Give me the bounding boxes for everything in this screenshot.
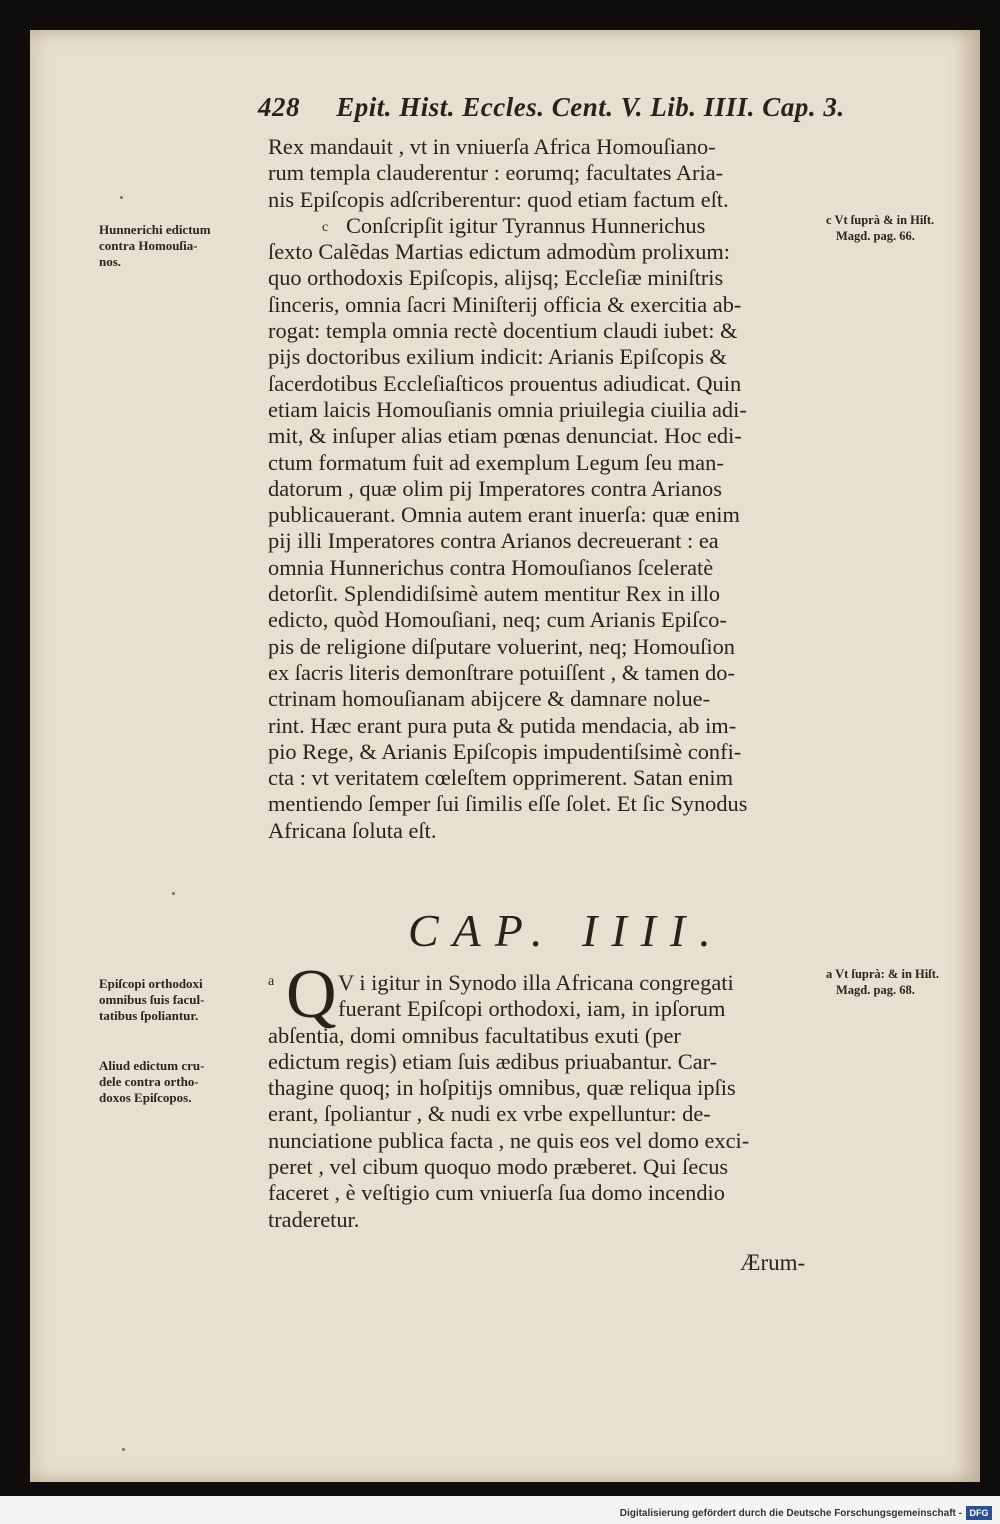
margin-note-left-2: Epiſcopi orthodoxi omnibus ſuis facul- tatibus ſpoliantur. — [99, 976, 205, 1023]
text-line: ſinceris, omnia ſacri Miniſterij officia & exercitia ab- — [268, 291, 742, 317]
chapter-heading: CAP. IIII. — [408, 905, 725, 956]
text-line: mit, & inſuper alias etiam pœnas denunciat. Hoc edi- — [268, 423, 742, 449]
footnote-marker-c: c — [322, 220, 329, 235]
dfg-logo: DFG — [966, 1506, 992, 1520]
text-line: V i igitur in Synodo illa Africana congregati — [338, 970, 734, 995]
text-line: publicauerant. Omnia autem erant inuerſa: quæ enim — [268, 502, 740, 528]
running-header — [258, 92, 845, 123]
text-line: fuerant Epiſcopi orthodoxi, iam, in ipſorum — [338, 996, 726, 1022]
footnote-marker-a: a — [268, 974, 275, 989]
drop-capital: Q — [286, 956, 337, 1033]
margin-note-right-1: c Vt ſuprà & in Hiſt. Magd. pag. 66. — [826, 213, 935, 243]
text-line: peret , vel cibum quoquo modo præberet. Qui ſecus — [268, 1154, 729, 1180]
text-line: faceret , è veſtigio cum vniuerſa ſua domo incendio — [268, 1180, 725, 1206]
note-marker: c — [826, 213, 832, 227]
text-line: pis de religione diſputare voluerint, neq; Homouſion — [268, 633, 735, 659]
text-line: erant, ſpoliantur , & nudi ex vrbe expelluntur: de- — [268, 1101, 711, 1127]
text-line: ſexto Calẽdas Martias edictum admodùm prolixum: — [268, 239, 731, 265]
text-line: detorſit. Splendidiſsimè autem mentitur Rex in illo — [268, 581, 721, 607]
text-line: cta : vt veritatem cœleſtem opprimerent. Satan enim — [268, 765, 734, 791]
margin-note-left-1: Hunnerichi edictum contra Homouſia- nos. — [99, 222, 211, 269]
footer-credit: Digitalisierung gefördert durch die Deutsche Forschungsgemeinschaft - — [619, 1508, 962, 1519]
text-line: quo orthodoxis Epiſcopis, alijsq; Eccleſiæ miniſtris — [268, 265, 724, 291]
text-line: Rex mandauit , vt in vniuerſa Africa Homouſiano- — [268, 134, 716, 159]
text-line: nis Epiſcopis adſcriberentur: quod etiam factum eſt. — [268, 186, 729, 212]
text-line: traderetur. — [268, 1206, 360, 1232]
running-title: Epit. Hist. Eccles. Cent. V. Lib. IIII. Cap. 3. — [336, 92, 845, 122]
text-line: thagine quoq; in hoſpitijs omnibus, quæ reliqua ipſis — [268, 1075, 736, 1101]
paragraph-block-2 — [268, 970, 828, 1233]
text-line: rint. Hæc erant pura puta & putida mendacia, ab im- — [268, 712, 737, 738]
paper-speck — [172, 892, 175, 895]
text-line: nunciatione publica facta , ne quis eos vel domo exci- — [268, 1127, 750, 1153]
text-line: omnia Hunnerichus contra Homouſianos ſceleratè — [268, 554, 714, 580]
text-line: edicto, quòd Homouſiani, neq; cum Arianis Epiſco- — [268, 607, 727, 633]
text-line: ctrinam homouſianam abijcere & damnare nolue- — [268, 686, 711, 712]
note-marker: a — [826, 967, 833, 981]
paper-speck — [120, 196, 123, 199]
text-line: rogat: templa omnia rectè docentium claudi iubet: & — [268, 318, 738, 344]
text-line: etiam laicis Homouſianis omnia priuilegia ciuilia adi- — [268, 396, 747, 422]
text-line: pij illi Imperatores contra Arianos decreuerant : ea — [268, 528, 719, 554]
text-line: ſacerdotibus Eccleſiaſticos prouentus adiudicat. Quin — [268, 370, 742, 396]
text-line: ex ſacris literis demonſtrare potuiſſent , & tamen do- — [268, 659, 735, 685]
text-line: datorum , quæ olim pij Imperatores contra Arianos — [268, 475, 722, 501]
text-line: abſentia, domi omnibus facultatibus exuti (per — [268, 1022, 681, 1048]
text-line: pio Rege, & Arianis Epiſcopis impudentiſsimè confi- — [268, 738, 742, 764]
text-line: pijs doctoribus exilium indicit: Arianis Epiſcopis & — [268, 344, 727, 370]
margin-note-right-2: a Vt ſuprà: & in Hiſt. Magd. pag. 68. — [826, 967, 939, 997]
page-number: 428 — [258, 92, 300, 122]
text-line: Conſcripſit igitur Tyrannus Hunnerichus — [346, 212, 706, 238]
paragraph-block-1 — [268, 134, 828, 844]
margin-note-left-3: Aliud edictum cru- dele contra ortho- doxos Epiſcopos. — [99, 1058, 205, 1105]
text-line: edictum regis) etiam ſuis ædibus priuabantur. Car- — [268, 1048, 718, 1074]
text-line: rum templa clauderentur : eorumq; facultates Aria- — [268, 160, 724, 186]
text-line: ctum formatum fuit ad exemplum Legum ſeu man- — [268, 449, 724, 475]
catchword: Ærum- — [740, 1250, 806, 1275]
text-line: Africana ſoluta eſt. — [268, 817, 437, 843]
text-line: mentiendo ſemper ſui ſimilis eſſe ſolet. Et ſic Synodus — [268, 791, 748, 817]
paper-speck — [122, 1448, 125, 1451]
